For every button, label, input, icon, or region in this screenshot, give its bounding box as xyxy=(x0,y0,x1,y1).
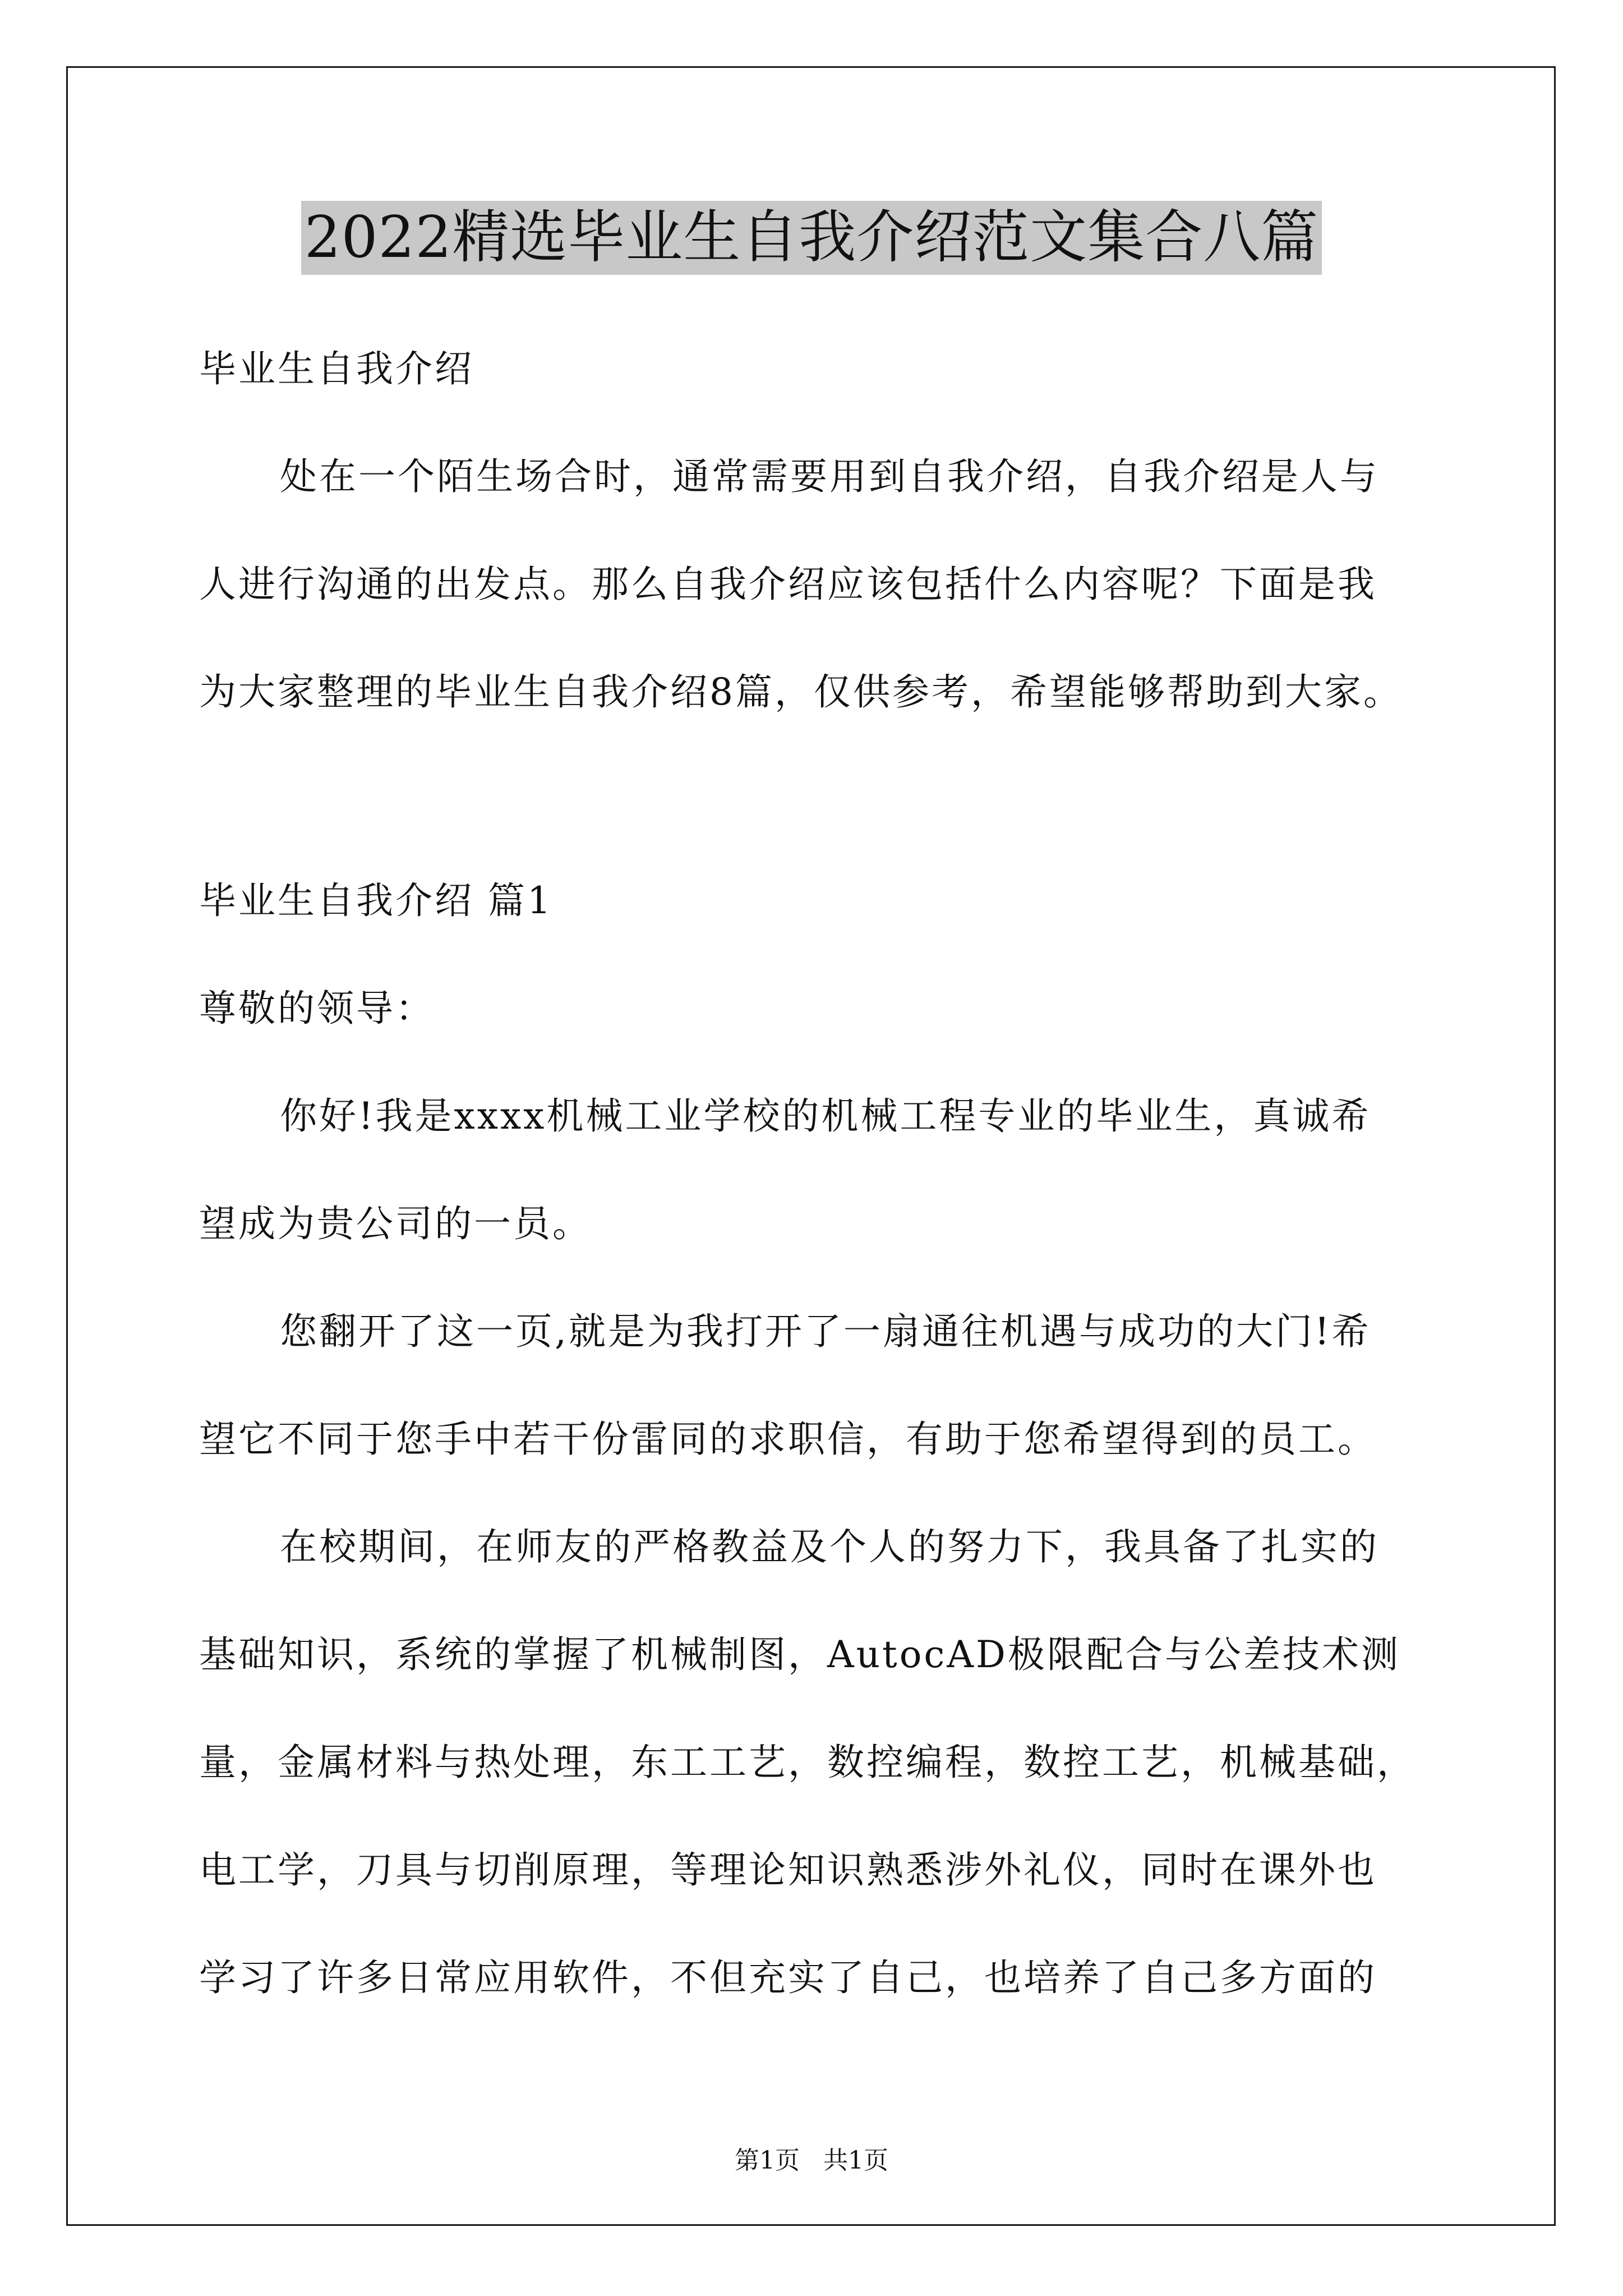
para2-line-2: 望它不同于您手中若干份雷同的求职信，有助于您希望得到的员工。 xyxy=(199,1418,1377,1461)
para3-line-3: 量，金属材料与热处理，东工工艺，数控编程，数控工艺，机械基础， xyxy=(199,1741,1416,1784)
page-footer: 第1页 共1页 xyxy=(735,2146,888,2175)
para3-line-5: 学习了许多日常应用软件，不但充实了自己，也培养了自己多方面的 xyxy=(199,1956,1377,1999)
section-1-heading: 毕业生自我介绍 篇1 xyxy=(199,879,553,922)
intro-line-1: 处在一个陌生场合时，通常需要用到自我介绍，自我介绍是人与 xyxy=(280,455,1379,498)
para3-line-1: 在校期间，在师友的严格教益及个人的努力下，我具备了扎实的 xyxy=(280,1525,1379,1568)
document-body xyxy=(199,315,1444,2032)
section-gap xyxy=(199,746,1444,847)
salutation: 尊敬的领导： xyxy=(199,987,435,1030)
para3-line-4: 电工学，刀具与切削原理，等理论知识熟悉涉外礼仪，同时在课外也 xyxy=(199,1848,1377,1892)
title-container xyxy=(0,201,1623,275)
para3-line-2: 基础知识，系统的掌握了机械制图，AutocAD极限配合与公差技术测 xyxy=(199,1633,1400,1676)
para2-line-1: 您翻开了这一页,就是为我打开了一扇通往机遇与成功的大门!希 xyxy=(280,1310,1371,1353)
intro-line-2: 人进行沟通的出发点。那么自我介绍应该包括什么内容呢？下面是我 xyxy=(199,563,1377,606)
para1-line-1: 你好!我是xxxx机械工业学校的机械工程专业的毕业生，真诚希 xyxy=(280,1094,1371,1138)
document-title: 2022精选毕业生自我介绍范文集合八篇 xyxy=(301,201,1322,275)
heading-graduate-intro: 毕业生自我介绍 xyxy=(199,347,474,390)
intro-line-3: 为大家整理的毕业生自我介绍8篇，仅供参考，希望能够帮助到大家。 xyxy=(199,670,1403,714)
para1-line-2: 望成为贵公司的一员。 xyxy=(199,1202,592,1245)
